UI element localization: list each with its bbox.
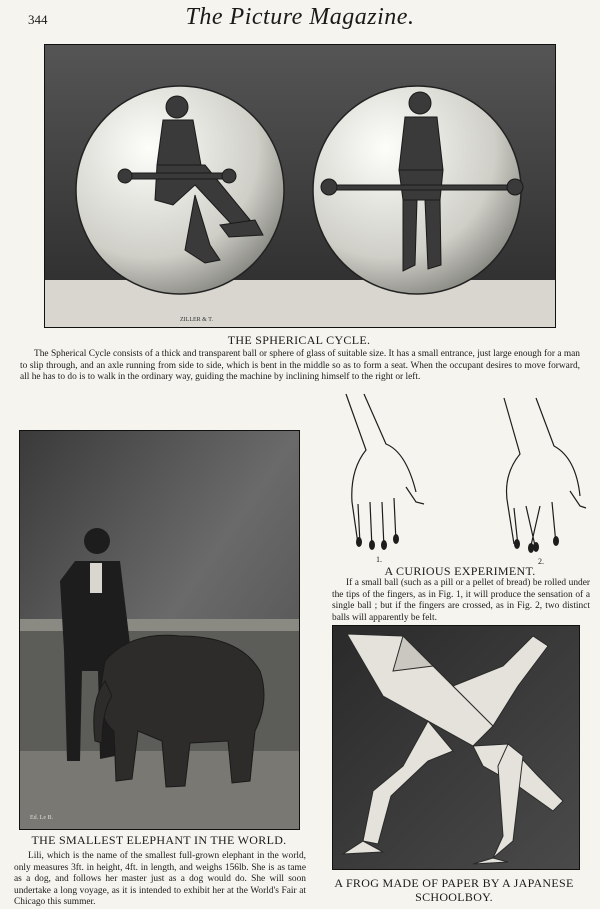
elephant-photograph xyxy=(19,430,300,830)
spherical-cycle-text: The Spherical Cycle consists of a thick and transparent ball or sphere of glass of suitable size. It has a small entrance, just large enough for a man to slip through, and an axle running from side to side, which is bent in the middle so as to form a seat. When the occupant desires to move forward, all he has to do is to walk in the ordinary way, guiding the machine by inclining himself to the right or left. xyxy=(20,349,580,382)
elephant-caption: THE SMALLEST ELEPHANT IN THE WORLD. xyxy=(31,833,287,847)
svg-text:Ed. Le B.: Ed. Le B. xyxy=(30,815,53,821)
spherical-cycle-illustration xyxy=(44,44,556,328)
fig2-hand-illustration xyxy=(496,396,591,556)
paper-frog-illustration xyxy=(332,625,580,870)
experiment-text: If a small ball (such as a pill or a pellet of bread) be rolled under the tips of the fingers, as in Fig. 1, it will produce the sensation of a single ball ; but if the fingers are crossed, as in Fig. 2, two distinct balls will apparently be felt. xyxy=(332,578,590,623)
fig1-hand-illustration xyxy=(336,392,431,552)
engraver-signature: ZILLER & T. xyxy=(180,317,213,323)
elephant-text: Lili, which is the name of the smallest full-grown elephant in the world, only measures 3ft. in height, 4ft. in length, and weighs 156lb. She is as tame as a dog, and follows her master just as a dog would do. She will soon undertake a long voyage, as it is intended to exhibit her at the World's Fair at Chicago this summer. xyxy=(14,851,306,907)
experiment-caption: A CURIOUS EXPERIMENT. xyxy=(384,564,536,578)
page-number: 344 xyxy=(28,12,48,27)
fig1-label: 1. xyxy=(376,555,382,564)
fig2-label: 2. xyxy=(538,557,544,566)
frog-caption: A FROG MADE OF PAPER BY A JAPANESE SCHOOLBOY. xyxy=(334,876,574,904)
magazine-title: The Picture Magazine. xyxy=(185,4,415,30)
spherical-cycle-caption: THE SPHERICAL CYCLE. xyxy=(227,333,371,347)
